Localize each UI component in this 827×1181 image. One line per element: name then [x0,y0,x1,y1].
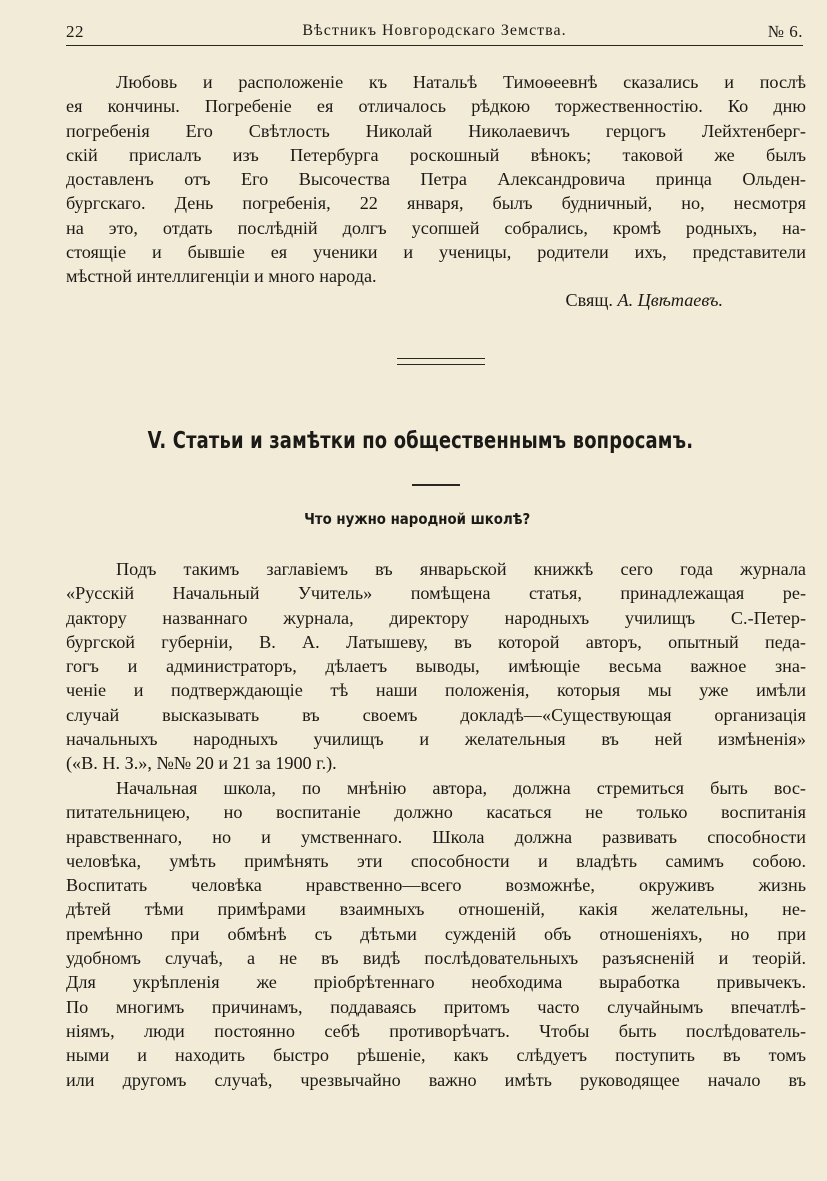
text-line: стоящіе и бывшіе ея ученики и ученицы, родители ихъ, представители [66,242,806,263]
text-line: «Русскій Начальный Учитель» помѣщена статья, принадлежащая ре- [66,583,806,604]
text-line: Для укрѣпленія же пріобрѣтеннаго необходима выработка привычекъ. [66,972,806,993]
text-line: скій прислалъ изъ Петербурга роскошный вѣнокъ; таковой же былъ [66,144,806,165]
text-line: ченіе и подтверждающіе тѣ наши положенія, которыя мы уже имѣли [66,680,806,701]
section-heading: V. Статьи и замѣтки по общественнымъ вопросамъ. [147,428,694,454]
text-line: Подъ такимъ заглавіемъ въ январьской книжкѣ сего года журнала [116,559,806,579]
issue-number: № 6. [767,22,803,41]
header-rule [66,45,803,46]
intro-paragraph [66,70,806,289]
article-paragraph-1 [66,557,806,776]
text-line: бургскаго. День погребенія, 22 января, былъ будничный, но, несмотря [66,193,806,214]
text-line: Начальная школа, по мнѣнію автора, должна стремиться быть вос- [116,778,806,798]
text-line: дѣтей тѣми примѣрами взаимныхъ отношеній, какія желательны, не- [66,899,806,920]
text-line: на это, отдать послѣдній долгъ усопшей собрались, кромѣ родныхъ, на- [66,217,806,238]
running-header [66,22,803,44]
text-line: По многимъ причинамъ, поддаваясь притомъ часто случайнымъ впечатлѣ- [66,996,806,1017]
signature-author: А. Цвѣтаевъ. [617,290,723,310]
text-line: человѣка, умѣть примѣнять эти способности и владѣть самимъ собою. [66,850,806,871]
text-line: или другомъ случаѣ, чрезвычайно важно имѣть руководящее начало въ [66,1069,806,1090]
text-line: нравственнаго, но и умственнаго. Школа должна развивать способности [66,826,806,847]
text-line: доставленъ отъ Его Высочества Петра Александровича принца Ольден- [66,169,806,190]
text-line: гогъ и администраторъ, дѣлаетъ выводы, имѣющіе весьма важное зна- [66,656,806,677]
text-line: Любовь и расположеніе къ Натальѣ Тимоѳеевнѣ сказались и послѣ [116,72,806,92]
text-line: питательницею, но воспитаніе должно касаться не только воспитанія [66,802,806,823]
text-line: бургской губерніи, В. А. Латышеву, въ которой авторъ, опытный педа- [66,631,806,652]
text-line: («В. Н. З.», №№ 20 и 21 за 1900 г.). [66,753,337,774]
journal-title: Вѣстникъ Новгородскаго Земства. [302,22,567,39]
text-line: случай высказывать въ своемъ докладѣ—«Существующая организація [66,704,806,725]
heading-rule [412,484,460,486]
text-line: премѣнно при обмѣнѣ съ дѣтьми сужденій объ отношеніяхъ, но при [66,923,806,944]
author-signature [566,290,723,311]
text-line: ея кончины. Погребеніе ея отличалось рѣдкою торжественностію. Ко дню [66,96,806,117]
text-line: погребенія Его Свѣтлость Николай Николаевичъ герцогъ Лейхтенберг- [66,120,806,141]
text-line: дактору названнаго журнала, директору народныхъ училищъ С.-Петер- [66,607,806,628]
page-number: 22 [66,22,84,41]
text-line: удобномъ случаѣ, а не въ видѣ послѣдовательныхъ разъясненій и теорій. [66,948,806,969]
section-divider [397,358,485,365]
text-line: ными и находить быстро рѣшеніе, какъ слѣдуетъ поступить въ томъ [66,1045,806,1066]
article-paragraph-2 [66,776,806,1092]
text-line: мѣстной интеллигенціи и много народа. [66,266,377,287]
text-line: ніямъ, люди постоянно себѣ противорѣчатъ. Чтобы быть послѣдователь- [66,1020,806,1041]
text-line: начальныхъ народныхъ училищъ и желательныя въ ней измѣненія» [66,729,806,750]
article-title: Что нужно народной школѣ? [304,510,531,528]
text-line: Воспитать человѣка нравственно—всего возможнѣе, окруживъ жизнь [66,875,806,896]
signature-prefix: Свящ. [565,290,613,310]
